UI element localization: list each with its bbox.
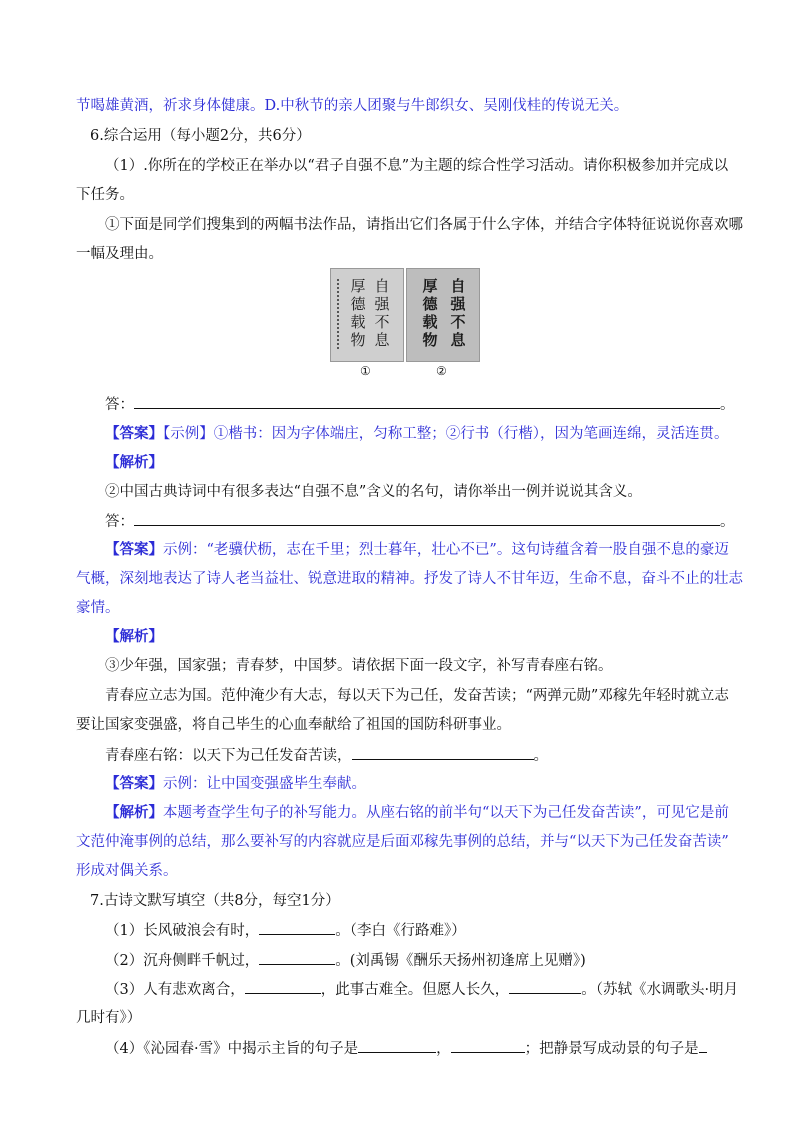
text-line: 要让国家变强盛，将自己毕生的心血奉献给了祖国的国防科研事业。 <box>76 717 511 733</box>
answer-blank[interactable] <box>134 394 720 409</box>
answer-blank[interactable] <box>245 979 321 994</box>
prompt: ；把静景写成动景的句子是 <box>524 1041 699 1057</box>
source: 。（苏轼《水调歌头·明月 <box>581 982 739 998</box>
answer-blank[interactable] <box>134 511 720 526</box>
answer-2 <box>105 540 729 560</box>
answer-tag: 【答案】 <box>105 775 163 792</box>
question-3: ③少年强，国家强；青春梦，中国梦。请依据下面一段文字，补写青春座右铭。 <box>105 658 613 674</box>
answer-text: 示例：“老骥伏枥，志在千里；烈士暮年，壮心不已”。这句诗蕴含着一股自强不息的豪迈 <box>163 542 729 558</box>
analysis-tag: 【解析】 <box>105 804 163 821</box>
answer-blank[interactable] <box>699 1038 707 1053</box>
calligraphy-text: 自强不息 <box>374 277 390 349</box>
text-line: 一幅及理由。 <box>76 246 163 262</box>
calligraphy-work-1 <box>330 268 404 362</box>
answer-tag: 【答案】 <box>105 541 163 558</box>
fill-in-1 <box>105 920 466 941</box>
calligraphy-figure <box>316 268 486 378</box>
answer-text: 示例：让中国变强盛毕生奉献。 <box>163 776 366 792</box>
question-6-heading: 6.综合运用（每小题2分，共6分） <box>90 128 311 144</box>
prompt: （1）长风破浪会有时， <box>105 923 260 939</box>
prompt: ，此事古难全。但愿人长久， <box>320 982 510 998</box>
answer-line <box>105 511 735 532</box>
motto-text: 青春座右铭：以天下为己任发奋苦读， <box>105 748 352 764</box>
answer-blank[interactable] <box>358 1038 436 1053</box>
answer-blank[interactable] <box>509 979 581 994</box>
analysis-tag: 【解析】 <box>105 628 163 645</box>
text-line: 节喝雄黄酒，祈求身体健康。D.中秋节的亲人团聚与牛郎织女、吴刚伐桂的传说无关。 <box>76 98 629 114</box>
figure-caption: ② <box>436 364 447 378</box>
answer-blank[interactable] <box>259 950 335 965</box>
analysis-tag: 【解析】 <box>105 454 163 471</box>
period: 。 <box>533 748 548 764</box>
text-line: ①下面是同学们搜集到的两幅书法作品，请指出它们各属于什么字体，并结合字体特征说说你喜欢哪 <box>105 217 743 233</box>
analysis-3 <box>105 803 729 823</box>
text-line: （1）.你所在的学校正在举办以“君子自强不息”为主题的综合性学习活动。请你积极参加并完成以 <box>105 158 729 174</box>
seal-inscription <box>337 279 345 349</box>
prompt: （3）人有悲欢离合， <box>105 982 245 998</box>
period: 。 <box>720 514 735 530</box>
period: 。 <box>720 397 735 413</box>
answer-text: 气概，深刻地表达了诗人老当益壮、锐意进取的精神。抒发了诗人不甘年迈，生命不息，奋斗不止的壮志 <box>76 571 743 587</box>
answer-label: 答： <box>105 397 134 413</box>
prompt: （4）《沁园春·雪》中揭示主旨的句子是 <box>105 1041 359 1057</box>
fill-in-3 <box>105 979 738 1000</box>
calligraphy-text: 自强不息 <box>450 277 466 349</box>
source: 。（李白《行路难》） <box>335 923 466 939</box>
source: 几时有》） <box>76 1010 142 1026</box>
figure-caption: ① <box>360 364 371 378</box>
source: 。(刘禹锡《酬乐天扬州初逢席上见赠》) <box>335 953 586 969</box>
analysis-text: 文范仲淹事例的总结，那么要补写的内容就应是后面邓稼先事例的总结，并与“以天下为己任发奋苦读” <box>76 834 729 850</box>
answer-label: 答： <box>105 514 134 530</box>
prompt: （2）沉舟侧畔千帆过， <box>105 953 260 969</box>
answer-1 <box>105 424 729 444</box>
text-line: 下任务。 <box>76 187 134 203</box>
answer-blank[interactable] <box>259 920 335 935</box>
fill-in-2 <box>105 950 586 971</box>
answer-3 <box>105 774 366 794</box>
answer-text: 豪情。 <box>76 600 120 616</box>
answer-blank[interactable] <box>451 1038 525 1053</box>
comma: ， <box>436 1041 451 1057</box>
answer-text: 【示例】①楷书：因为字体端庄，匀称工整；②行书（行楷），因为笔画连绵，灵活连贯。 <box>163 426 729 442</box>
calligraphy-text: 厚德载物 <box>350 277 366 349</box>
calligraphy-text: 厚德载物 <box>422 277 438 349</box>
answer-tag: 【答案】 <box>105 425 163 442</box>
question-7-heading: 7.古诗文默写填空（共8分，每空1分） <box>90 893 340 909</box>
analysis-text: 本题考查学生句子的补写能力。从座右铭的前半句“以天下为己任发奋苦读”，可见它是前 <box>163 805 729 821</box>
answer-blank[interactable] <box>352 745 534 760</box>
calligraphy-work-2 <box>406 268 480 362</box>
analysis-text: 形成对偶关系。 <box>76 863 178 879</box>
fill-in-4 <box>105 1038 707 1059</box>
question-2: ②中国古典诗词中有很多表达“自强不息”含义的名句，请你举出一例并说说其含义。 <box>105 484 642 500</box>
motto-line <box>105 745 548 766</box>
answer-line <box>105 394 735 415</box>
text-line: 青春应立志为国。范仲淹少有大志，每以天下为己任，发奋苦读；“两弹元勋”邓稼先年轻时就立志 <box>105 688 729 704</box>
